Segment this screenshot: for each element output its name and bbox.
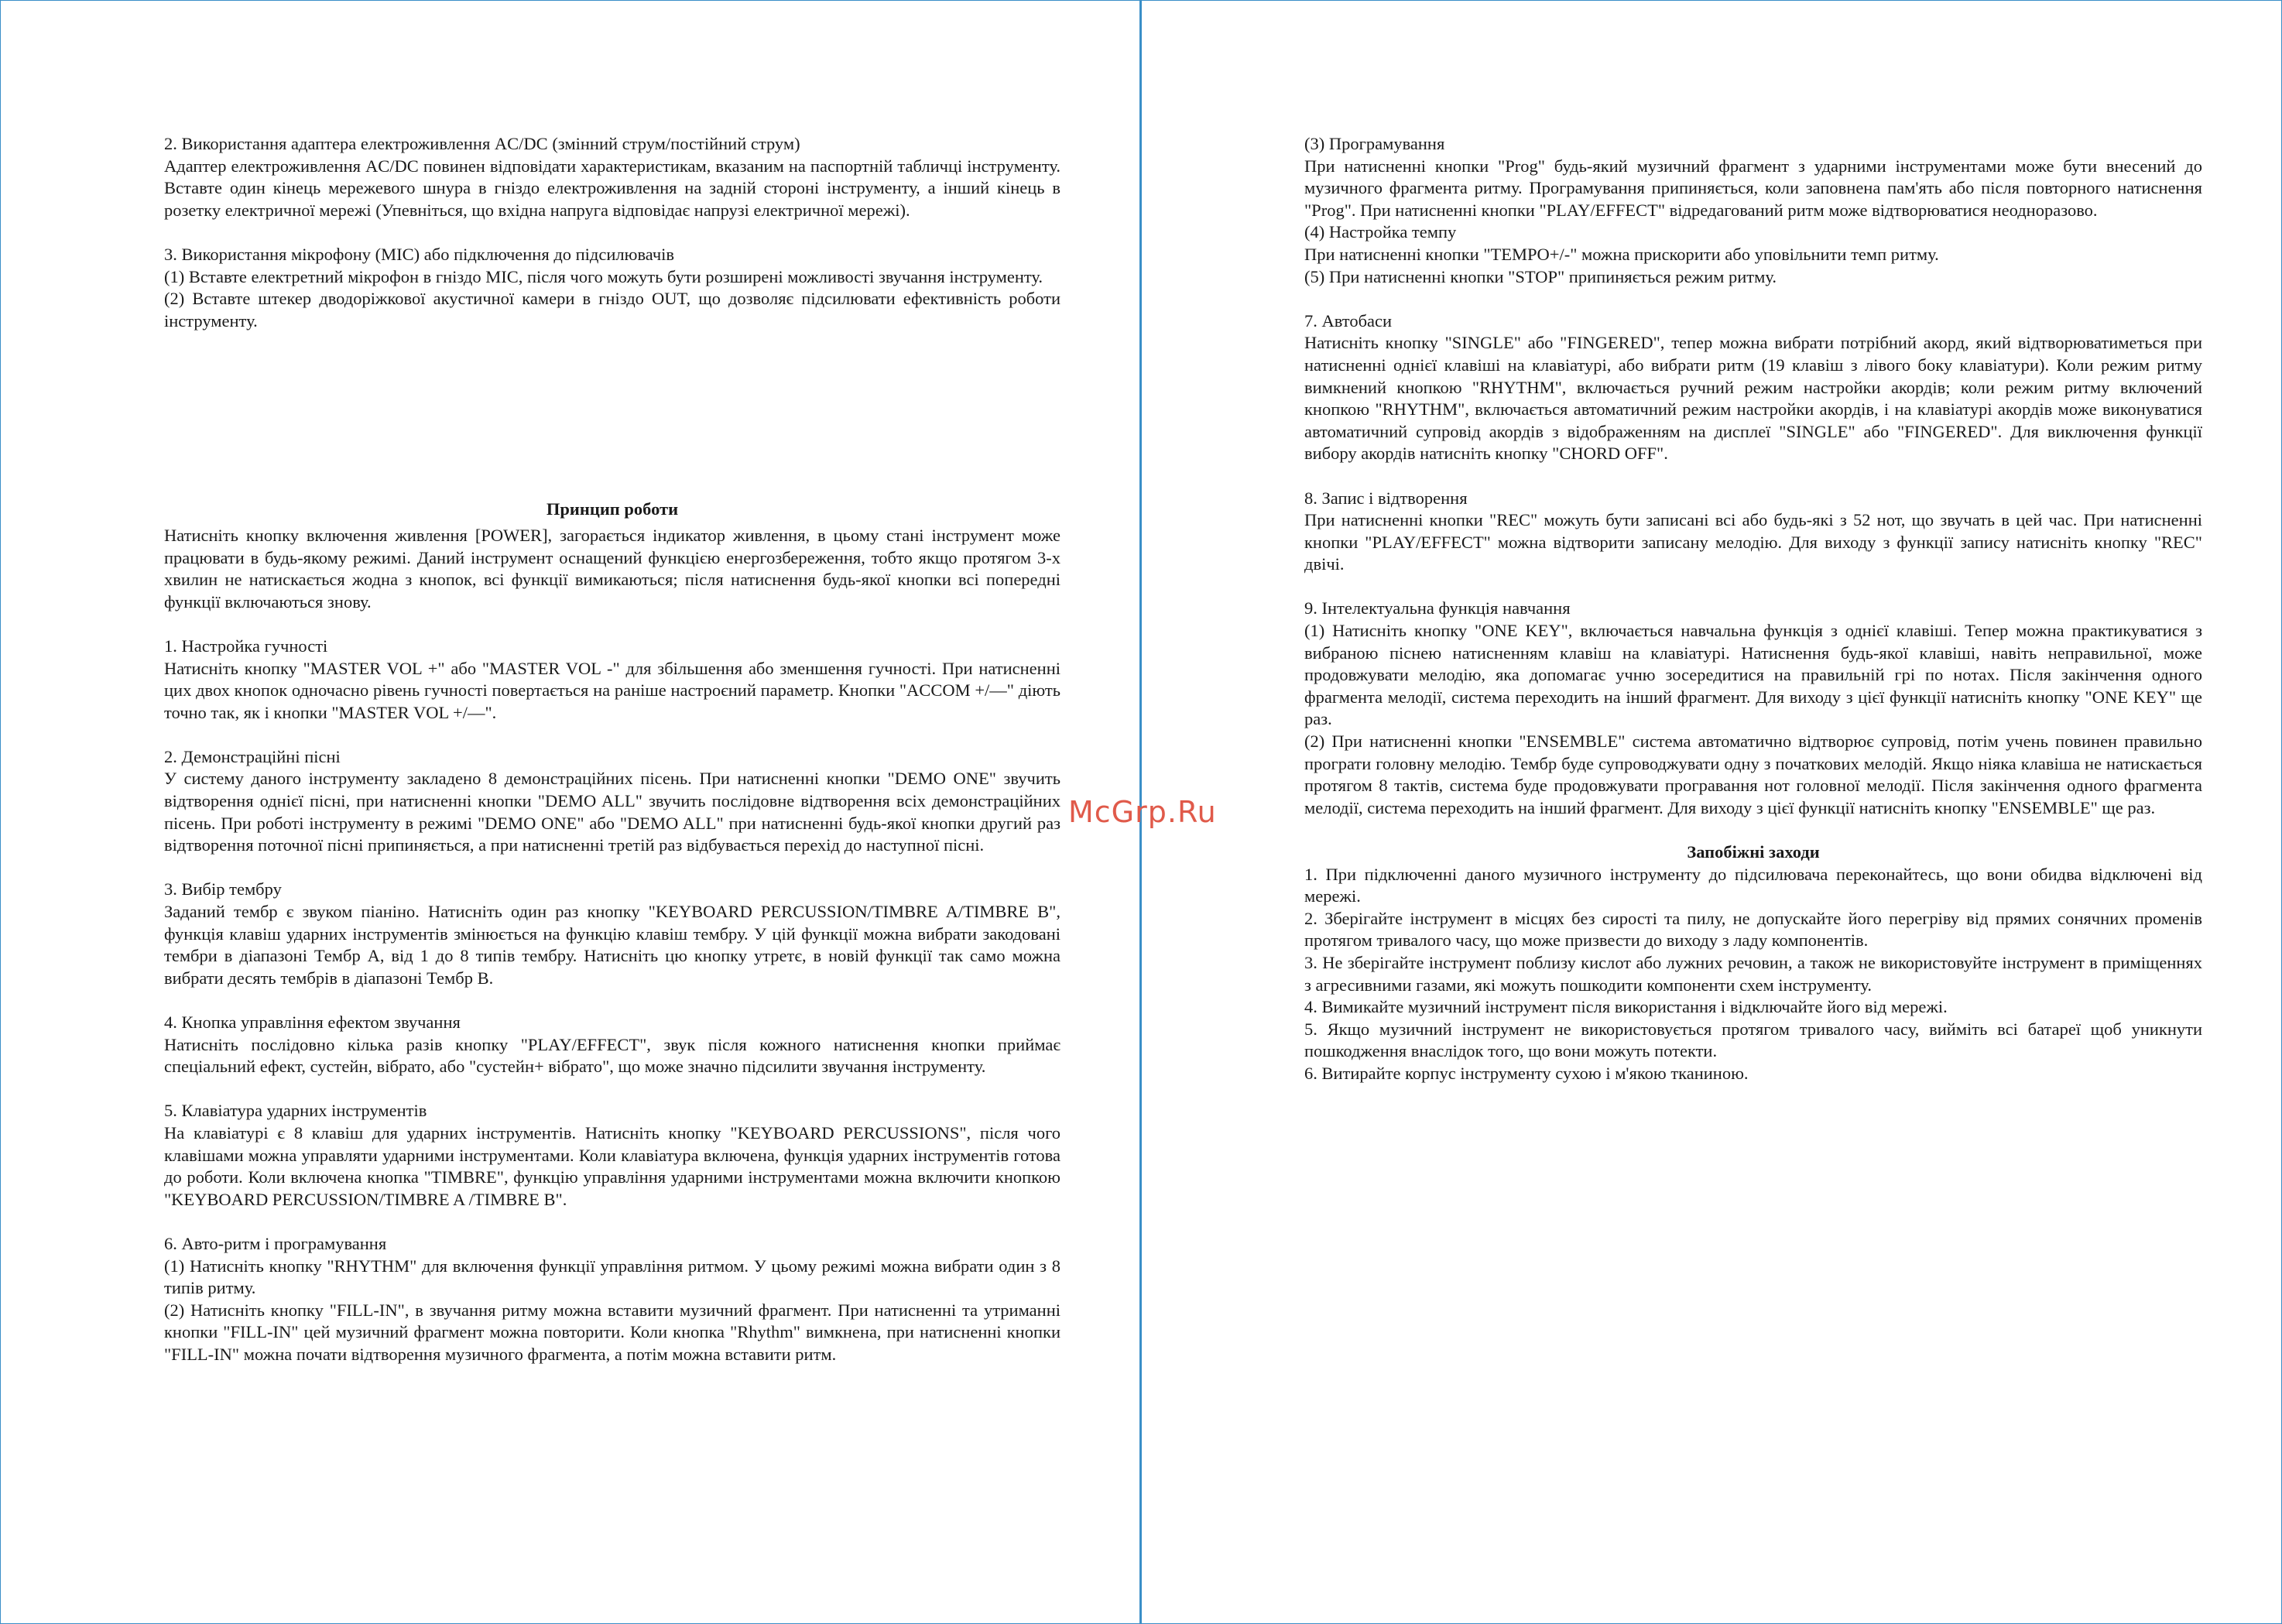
section-title: 1. Настройка гучності xyxy=(164,636,328,656)
paragraph: (1) Натисніть кнопку "ONE KEY", включається навчальна функція з однієї клавіші. Тепер можна практикуватися з вибраною піснею натисненням клавіш на клавіатурі. Натиснення будь-якої клавіші, навіть неправильної, може продовжувати мелодію, яка допомагає учню зосередитися на правильній грі по нотах. Після закінчення одного фрагмента мелодії, система переходить на інший фрагмент. Для виходу з цієї функції натисніть кнопку "ONE KEY" ще раз. xyxy=(1304,621,2202,729)
paragraph: (5) При натисненні кнопки "STOP" припиняється режим ритму. xyxy=(1304,266,1777,286)
paragraph: При натисненні кнопки "Prog" будь-який музичний фрагмент з ударними інструментами може бути внесений до музичного фрагмента ритму. Програмування припиняється, коли заповнена пам'ять або після повторного натиснення "Prog". При натисненні кнопки "PLAY/EFFECT" відредагований ритм може відтворюватися неодноразово. xyxy=(1304,156,2202,220)
paragraph: Адаптер електроживлення AC/DC повинен відповідати характеристикам, вказаним на паспортній табличці інструменту. Вставте один кінець мережевого шнура в гніздо електроживлення на задній стороні інструменту, а інший кінець в розетку електричної мережі (Упевніться, що вхідна напруга відповідає напрузі електричної мережі). xyxy=(164,156,1060,220)
paragraph: (2) Натисніть кнопку "FILL-IN", в звучання ритму можна вставити музичний фрагмент. При натисненні та утриманні кнопки "FILL-IN" цей музичний фрагмент можна повторити. Коли кнопка "Rhythm" вимкнена, при натисненні кнопки "FILL-IN" можна почати відтворення музичного фрагмента, а потім можна вставити ритм. xyxy=(164,1300,1060,1364)
principle-heading: Принцип роботи xyxy=(546,499,679,519)
section-title: 3. Вибір тембру xyxy=(164,879,282,899)
paragraph: При натисненні кнопки "TEMPO+/-" можна прискорити або уповільнити темп ритму. xyxy=(1304,244,1939,264)
list-item: 2. Зберігайте інструмент в місцях без сирості та пилу, не допускайте його перегріву від прямих сонячних променів протягом тривалого часу, що може призвести до виходу з ладу компонентів. xyxy=(1304,908,2202,951)
left-page xyxy=(164,133,1060,1366)
section-title: 8. Запис і відтворення xyxy=(1304,488,1468,508)
paragraph: (1) Натисніть кнопку "RHYTHM" для включення функції управління ритмом. У цьому режимі можна вибрати один з 8 типів ритму. xyxy=(164,1256,1060,1298)
section-title: (3) Програмування xyxy=(1304,134,1445,153)
right-page xyxy=(1304,133,2202,1085)
list-item: 4. Вимикайте музичний інструмент після використання і відключайте його від мережі. xyxy=(1304,997,1948,1017)
section-title: 5. Клавіатура ударних інструментів xyxy=(164,1101,427,1121)
watermark: McGrp.Ru xyxy=(1068,795,1217,829)
paragraph: На клавіатурі є 8 клавіш для ударних інструментів. Натисніть кнопку "KEYBOARD PERCUSSIONS", після чого клавішами можна управляти ударними інструментами. Коли клавіатура включена, функція ударних інструментів готова до роботи. Коли включена кнопка "TIMBRE", функцію управління ударними інструментами можна включити кнопкою "KEYBOARD PERCUSSION/TIMBRE A /TIMBRE B". xyxy=(164,1122,1060,1209)
section-title: 7. Автобаси xyxy=(1304,310,1393,331)
paragraph: Заданий тембр є звуком піаніно. Натисніть один раз кнопку "KEYBOARD PERCUSSION/TIMBRE A/TIMBRE B", функція клавіш ударних інструментів змінюється на функцію клавіш тембру. У цій функції можна вибрати закодовані тембри в діапазоні Тембр A, від 1 до 8 типів тембру. Натисніть цю кнопку утретє, в новій функції так само можна вибрати десять тембрів в діапазоні Тембр B. xyxy=(164,902,1060,988)
section-title: 9. Інтелектуальна функція навчання xyxy=(1304,598,1571,618)
section-title: 4. Кнопка управління ефектом звучання xyxy=(164,1012,461,1032)
section-title: 2. Використання адаптера електроживлення AC/DC (змінний струм/постійний струм) xyxy=(164,134,800,153)
list-item: 1. При підключенні даного музичного інструменту до підсилювача переконайтесь, що вони обидва відключені від мережі. xyxy=(1304,864,2202,906)
paragraph: (2) Вставте штекер дводоріжкової акустичної камери в гніздо OUT, що дозволяє підсилювати ефективність роботи інструменту. xyxy=(164,289,1060,331)
list-item: 6. Витирайте корпус інструменту сухою і м'якою тканиною. xyxy=(1304,1063,1749,1083)
paragraph: Натисніть кнопку включення живлення [POWER], загорається індикатор живлення, в цьому стані інструмент може працювати в будь-якому режимі. Даний інструмент оснащений функцією енергозбереження, тобто якщо протягом 3-х хвилин не натискається жодна з кнопок, всі функції вимикаються; після натиснення будь-якої кнопки всі попередні функції включаються знову. xyxy=(164,525,1060,612)
list-item: 3. Не зберігайте інструмент поблизу кислот або лужних речовин, а також не використовуйте інструмент в приміщеннях з агресивними газами, які можуть пошкодити компоненти схем інструменту. xyxy=(1304,952,2202,995)
section-title: 2. Демонстраційні пісні xyxy=(164,746,341,766)
paragraph: У систему даного інструменту закладено 8 демонстраційних пісень. При натисненні кнопки "DEMO ONE" звучить відтворення однієї пісні, при натисненні кнопки "DEMO ALL" звучить послідовне відтворення всіх демонстраційних пісень. При роботі інструменту в режимі "DEMO ONE" або "DEMO ALL" при натисненні будь-якої кнопки другий раз відтворення поточної пісні припиняється, а при натисненні третій раз відбувається перехід до наступної пісні. xyxy=(164,769,1060,855)
paragraph: (1) Вставте електретний мікрофон в гніздо MIC, після чого можуть бути розширені можливості звучання інструменту. xyxy=(164,266,1043,286)
section-title: 3. Використання мікрофону (MIC) або підключення до підсилювачів xyxy=(164,244,675,264)
list-item: 5. Якщо музичний інструмент не використовується протягом тривалого часу, вийміть всі батареї щоб уникнути пошкодження внаслідок того, що вони можуть потекти. xyxy=(1304,1019,2202,1061)
paragraph: Натисніть кнопку "MASTER VOL +" або "MASTER VOL -" для збільшення або зменшення гучності. При натисненні цих двох кнопок одночасно рівень гучності повертається на раніше настроєний параметр. Кнопки "ACCOM +/—" діють точно так, як і кнопки "MASTER VOL +/—". xyxy=(164,658,1060,722)
section-title: 6. Авто-ритм і програмування xyxy=(164,1233,387,1253)
paragraph: Натисніть послідовно кілька разів кнопку "PLAY/EFFECT", звук після кожного натиснення кнопки приймає спеціальний ефект, сустейн, вібрато, або "сустейн+ вібрато", що може значно підсилити звучання інструменту. xyxy=(164,1034,1060,1077)
paragraph: Натисніть кнопку "SINGLE" або "FINGERED", тепер можна вибрати потрібний акорд, який відтворюватиметься при натисненні однієї клавіші на клавіатурі, або вибрати ритм (19 клавіш з лівого боку клавіатури). Коли режим ритму вимкнений кнопкою "RHYTHM", включається ручний режим настройки акордів; коли режим ритму включений кнопкою "RHYTHM", включається автоматичний режим настройки акордів, і на клавіатурі акордів може виконуватися автоматичний супровід акордів з відображенням на дисплеї "SINGLE" або "FINGERED". Для виключення функції вибору акордів натисніть кнопку "CHORD OFF". xyxy=(1304,333,2202,464)
paragraph: (2) При натисненні кнопки "ENSEMBLE" система автоматично відтворює супровід, потім учень повинен правильно програти головну мелодію. Тембр буде супроводжувати одну з початкових мелодій. Якщо ніяка клавіша не натискається протягом 8 тактів, система буде продовжувати програвання нот головної мелодії. Після закінчення одного фрагмента мелодії, система переходить на інший фрагмент. Для виходу з цієї функції натисніть кнопку "ENSEMBLE" ще раз. xyxy=(1304,731,2202,817)
paragraph: При натисненні кнопки "REC" можуть бути записані всі або будь-які з 52 нот, що звучать в цей час. При натисненні кнопки "PLAY/EFFECT" можна відтворити записану мелодію. Для виходу з функції запису натисніть кнопку "REC" двічі. xyxy=(1304,510,2202,574)
section-title: (4) Настройка темпу xyxy=(1304,222,1457,242)
safety-heading: Запобіжні заходи xyxy=(1687,842,1820,862)
